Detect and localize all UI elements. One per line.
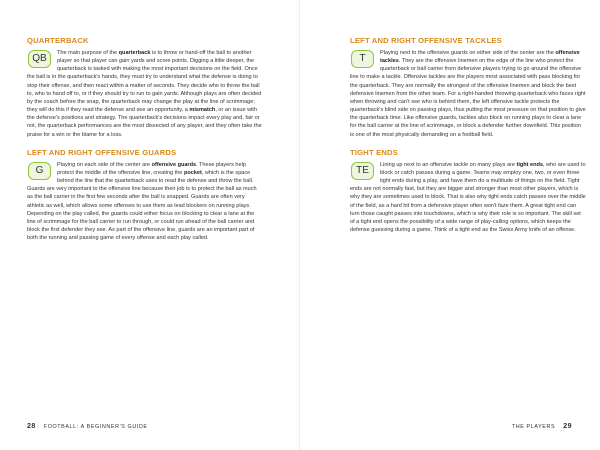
running-title: FOOTBALL: A BEGINNER'S GUIDE bbox=[43, 424, 148, 430]
section-offensive-tackles bbox=[350, 36, 586, 139]
section-heading: LEFT AND RIGHT OFFENSIVE TACKLES bbox=[350, 36, 502, 45]
term-pocket: pocket bbox=[183, 169, 202, 176]
text-run: Lining up next to an offensive tackle on many plays are bbox=[380, 161, 517, 168]
text-run: is to throw or hand-off the ball to another player so that player can gain yards and score points. Digging a little deeper, the quarterback is tasked with making the most important decisions on the field. Once the ball is in the quarterback's hands, they must try to understand what the defense is doing to stop their offense, and then react within a matter of seconds. They decide who to throw the ball to, who to hand off to, or if they should try to run to gain yards. Although plays are often decided by the coach before the snap, the quarterback may change the play at the line of scrimmage; they will do this if they read the defense and see an opportunity, a bbox=[27, 50, 262, 114]
page-number: 29 bbox=[563, 423, 572, 430]
page-number: 28 bbox=[27, 423, 36, 430]
position-badge-qb: QB bbox=[28, 50, 51, 68]
text-run: , or an issue with the defense's positions and strategy. The quarterback's decisions impact every play and, fair or not, the quarterback performances are the most dissected of any player, and they often take the praise for a win or the blame for a loss. bbox=[27, 107, 262, 138]
section-heading: QUARTERBACK bbox=[27, 36, 89, 45]
section-quarterback bbox=[27, 36, 263, 139]
right-column bbox=[350, 36, 586, 243]
position-badge-g: G bbox=[28, 162, 51, 180]
term-offensive-tackles: offensive tackles bbox=[380, 50, 580, 65]
position-badge-te: TE bbox=[351, 162, 374, 180]
text-run: Playing on each side of the center are bbox=[57, 161, 152, 168]
section-body bbox=[350, 49, 586, 139]
text-run: Playing next to the offensive guards on either side of the center are the bbox=[380, 50, 556, 56]
section-offensive-guards bbox=[27, 148, 263, 243]
section-body bbox=[27, 49, 263, 139]
text-run: . These players help protect the middle of the offensive line, creating the bbox=[57, 161, 246, 176]
running-title: THE PLAYERS bbox=[511, 424, 556, 430]
text-run: , who are used to block or catch passes during a game. Teams may employ one, two, or even three tight ends during a play, and have them do a multitude of things on the field. Tight ends are not normally fast, but they are bigger and stronger than most other players, which is why they are sometimes used to block. That is also why tight ends catch passes over the middle of the field, as a hard hit from a defensive player often won't faze them. A great tight end can turn those caught passes into touchdowns, which is why their role is so important. The skill set of a tight end opens the possibility of a wide range of play-calling options, which keeps the defense guessing during a game. Think of a tight end as the Swiss Army knife of an offense. bbox=[350, 161, 586, 233]
right-footer bbox=[512, 423, 572, 430]
section-heading: TIGHT ENDS bbox=[350, 147, 398, 157]
left-column bbox=[27, 36, 263, 251]
text-run: . They are the offensive linemen on the edge of the line who protect the quarterback or ball carrier from defensive players trying to go around the offensive line to make a tackle. Offensive tackles are the players most associated with pass blocking for the quarterback. They are normally the strongest of the offensive linemen and block the best defensive linemen from the other team. For a right-handed throwing quarterback who faces right when throwing and can't see who is behind them, the left offensive tackle protects the quarterback's blind side on passing plays, thus putting the most pressure on that position to give the quarterback time. Like offensive guards, tackles also block on running plays to clear a lane for the ball carrier at the line of scrimmage, or block a defender further downfield. This position is one of the most physically demanding on a football field. bbox=[350, 58, 586, 138]
left-footer bbox=[27, 423, 148, 430]
term-offensive-guards: offensive guards bbox=[151, 161, 197, 168]
term-mismatch: mismatch bbox=[189, 107, 216, 114]
term-tight-ends: tight ends bbox=[516, 161, 543, 168]
section-body bbox=[27, 161, 263, 243]
right-page bbox=[300, 0, 600, 450]
position-badge-t: T bbox=[351, 50, 374, 68]
term-quarterback: quarterback bbox=[118, 50, 151, 56]
section-tight-ends bbox=[350, 148, 586, 234]
text-run: The main purpose of the bbox=[57, 50, 119, 56]
text-run: , which is the space behind the line that the quarterback uses to read the defense and throw the ball. Guards are very important to the offensive line because their job is to protect the ball as much as the ball carrier in the first few seconds after the ball is snapped. Guards are often very athletic as well, which allows some offenses to use them as lead blockers on running plays. Depending on the play called, the guards could either focus on blocking to clear a lane at the line of scrimmage for the ball carrier to run through, or could run ahead of the ball carrier and block the first defender they see. As part of the offensive line, guards are an important part of both the running and passing game of every offense and each play called. bbox=[27, 169, 257, 242]
section-body bbox=[350, 161, 586, 234]
section-heading: LEFT AND RIGHT OFFENSIVE GUARDS bbox=[27, 147, 177, 157]
